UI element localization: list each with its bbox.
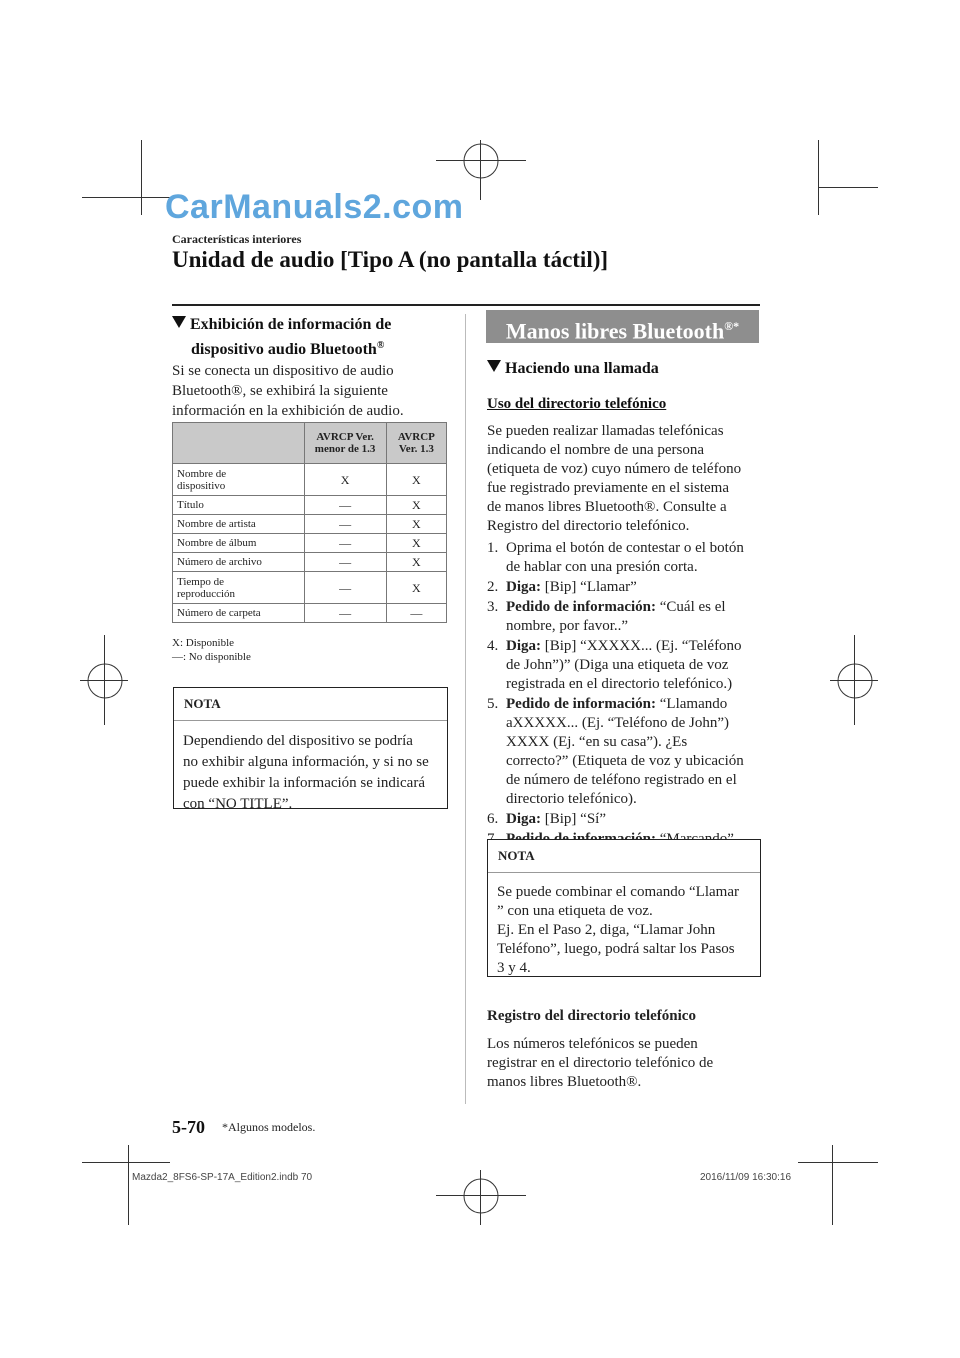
section-title: Características interiores [172, 232, 302, 246]
registration-circle-icon [86, 662, 124, 700]
right-para2: Los números telefónicos se pueden registrar en el directorio telefónico de manos libres Bluetooth®. [487, 1036, 714, 1090]
col-header-avrcp-old: AVRCP Ver. menor de 1.3 [304, 423, 386, 464]
avrcp-table [172, 422, 447, 623]
left-intro: Si se conecta un dispositivo de audio Bluetooth®, se exhibirá la siguiente información en la exhibición de audio. [172, 363, 404, 419]
right-heading: Haciendo una llamada [487, 358, 659, 379]
page-number: 5-70 [172, 1117, 205, 1137]
note-body: Se puede combinar el comando “Llamar ” con una etiqueta de voz. Ej. En el Paso 2, diga, “Llamar John Teléfono”, luego, podrá saltar los Pasos 3 y 4. [497, 884, 739, 976]
crop-mark [832, 1145, 833, 1225]
right-para1: Se pueden realizar llamadas telefónicas indicando el nombre de una persona (etiqueta de voz) cuyo número de teléfono fue registrado previamente en el sistema de manos libres Bluetooth®. Consulte a Registro del directorio telefónico. [487, 423, 742, 534]
left-note-box [173, 687, 448, 812]
triangle-marker-icon [172, 316, 186, 328]
footnote: *Algunos modelos. [222, 1120, 316, 1134]
table-row: Número de archivo — X [173, 553, 447, 572]
list-item: 6. Diga: [Bip] “Sí” [487, 811, 606, 827]
left-heading: Exhibición de información de dispositivo audio Bluetooth® [172, 314, 462, 360]
note-title: NOTA [488, 840, 760, 873]
table-row: Tiempo de reproducción — X [173, 572, 447, 604]
right-note-box [487, 839, 761, 977]
crop-mark [82, 197, 170, 198]
imprint-date: 2016/11/09 16:30:16 [700, 1172, 792, 1183]
note-body: Dependiendo del dispositivo se podría no exhibir alguna información, y si no se puede exhibir la información se indicará con “NO TITLE”. [183, 733, 429, 812]
table-legend: X: Disponible —: No disponible [172, 637, 251, 663]
list-item: 1. Oprima el botón de contestar o el botón de hablar con una presión corta. [487, 540, 744, 575]
list-item: 5. Pedido de información: “Llamando aXXXXX... (Ej. “Teléfono de John”) XXXX (Ej. “en su casa”). ¿Es correcto?” (Etiqueta de voz y ubicación de número de teléfono registrado en el directorio telefónico). [487, 696, 744, 807]
section-banner: Manos libres Bluetooth®* [486, 310, 759, 343]
steps-list [487, 539, 762, 850]
registration-circle-icon [836, 662, 874, 700]
crop-mark [818, 187, 878, 188]
table-row: Número de carpeta — — [173, 604, 447, 623]
chapter-title: Unidad de audio [Tipo A (no pantalla táctil)] [172, 247, 609, 272]
triangle-marker-icon [487, 360, 501, 372]
header-rule [172, 304, 760, 306]
table-row: Nombre de dispositivo X X [173, 464, 447, 496]
registration-circle-icon [462, 1177, 500, 1215]
crop-mark [818, 140, 819, 215]
crop-mark [798, 1162, 878, 1163]
crop-mark [82, 1162, 170, 1163]
table-row: Nombre de artista — X [173, 515, 447, 534]
list-item: 2. Diga: [Bip] “Llamar” [487, 579, 637, 595]
registration-circle-icon [462, 142, 500, 180]
list-item: 4. Diga: [Bip] “XXXXX... (Ej. “Teléfono de John”)” (Diga una etiqueta de voz registrada en el directorio telefónico.) [487, 638, 742, 692]
crop-mark [128, 1145, 129, 1225]
watermark-logo: CarManuals2.com [165, 188, 464, 226]
column-divider [465, 314, 466, 1104]
note-title: NOTA [174, 688, 447, 721]
table-header-row [173, 423, 447, 464]
subheading-directory: Uso del directorio telefónico [487, 396, 667, 412]
table-row: Título — X [173, 496, 447, 515]
imprint-file: Mazda2_8FS6-SP-17A_Edition2.indb 70 [132, 1172, 313, 1183]
subheading-registration: Registro del directorio telefónico [487, 1008, 696, 1024]
table-row: Nombre de álbum — X [173, 534, 447, 553]
list-item: 3. Pedido de información: “Cuál es el nombre, por favor..” [487, 599, 726, 634]
col-header-avrcp-13: AVRCP Ver. 1.3 [386, 423, 446, 464]
crop-mark [141, 140, 142, 215]
